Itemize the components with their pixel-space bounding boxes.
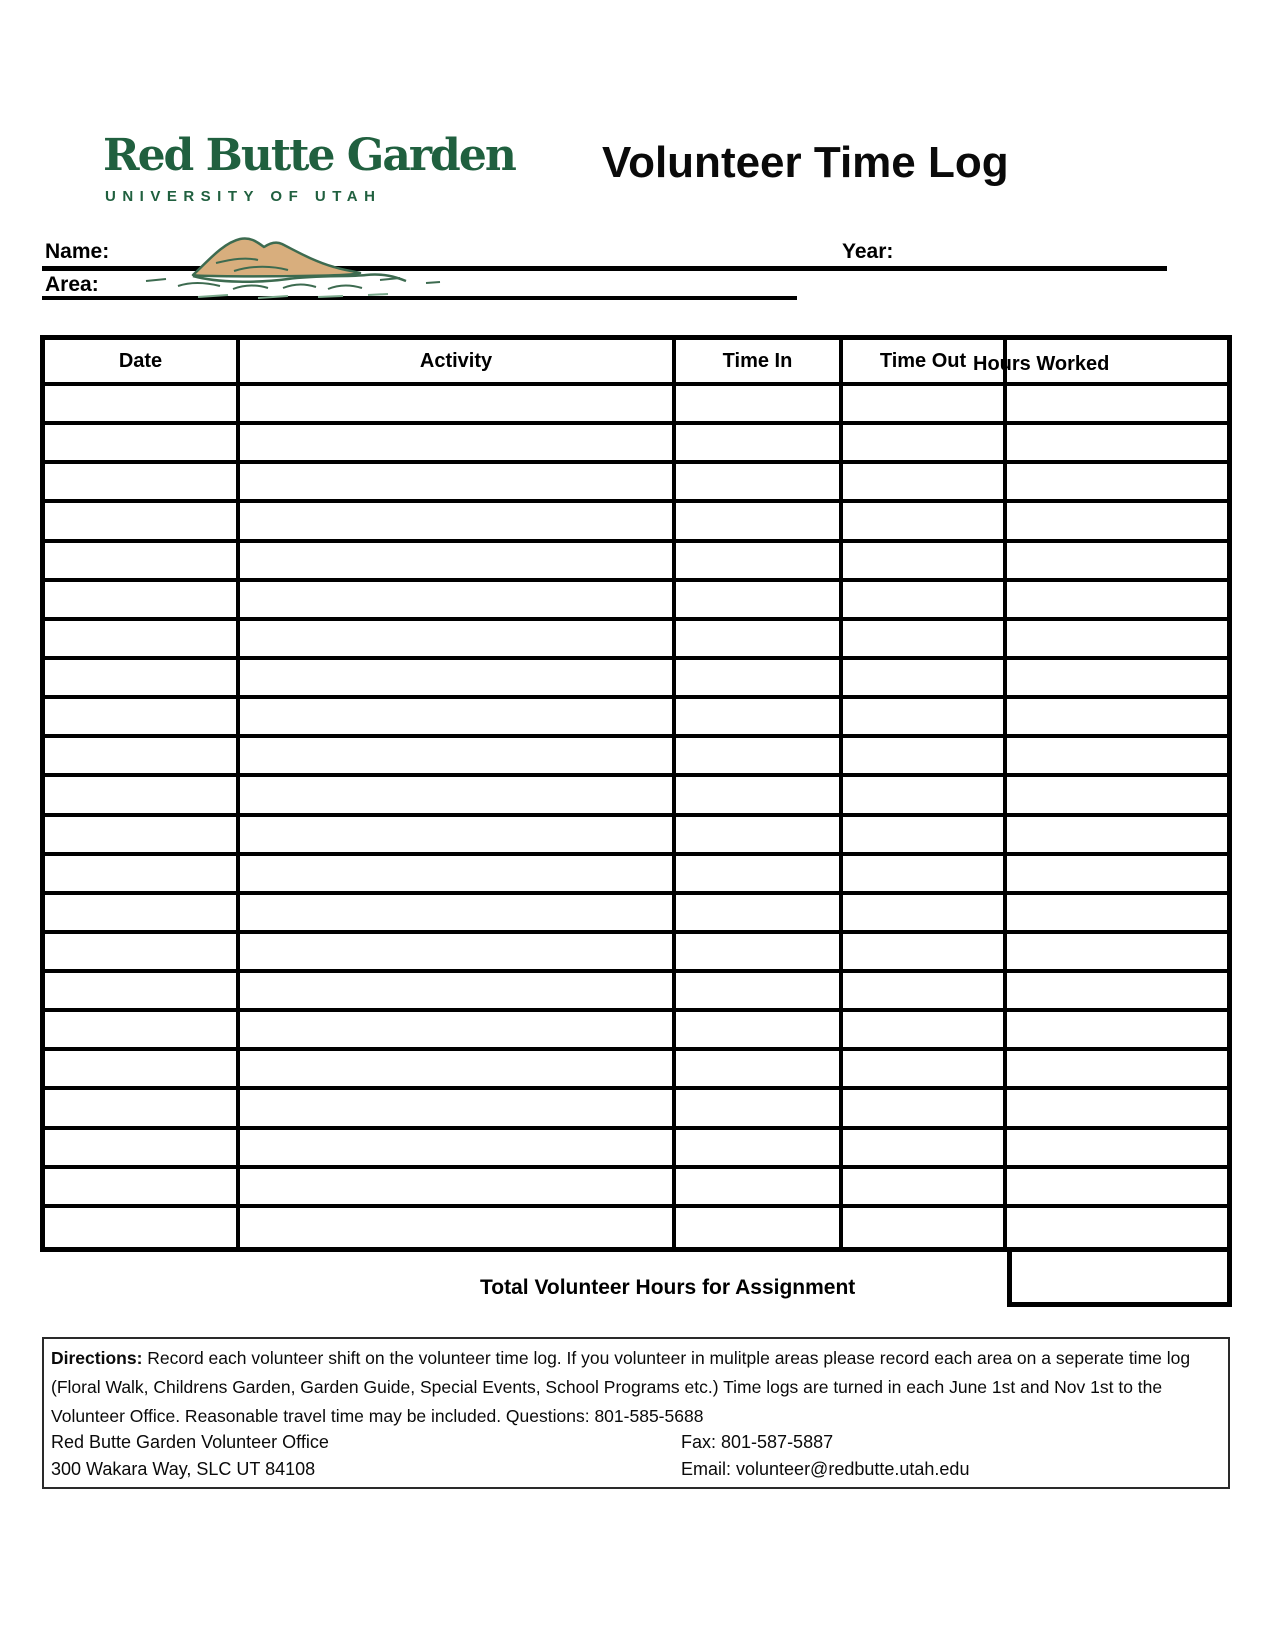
table-cell	[843, 1169, 1007, 1208]
table-cell	[240, 895, 676, 934]
table-cell	[843, 543, 1007, 582]
table-cell	[676, 386, 843, 425]
table-cell	[843, 1051, 1007, 1090]
table-cell	[676, 934, 843, 973]
time-log-table	[40, 335, 1232, 1252]
table-cell	[240, 973, 676, 1012]
table-cell	[240, 1208, 676, 1247]
table-cell	[45, 1208, 240, 1247]
table-cell	[45, 543, 240, 582]
table-cell	[1007, 738, 1227, 777]
table-cell	[1007, 1208, 1227, 1247]
table-cell	[1007, 660, 1227, 699]
table-cell	[676, 621, 843, 660]
table-cell	[45, 895, 240, 934]
total-hours-cell	[1007, 1247, 1232, 1307]
table-cell	[676, 1090, 843, 1129]
table-cell	[843, 621, 1007, 660]
table-cell	[240, 817, 676, 856]
table-cell	[45, 1012, 240, 1051]
table-cell	[240, 543, 676, 582]
table-cell	[676, 856, 843, 895]
table-cell	[1007, 621, 1227, 660]
table-cell	[1007, 1130, 1227, 1169]
table-cell	[676, 699, 843, 738]
table-cell	[1007, 503, 1227, 542]
table-cell	[240, 582, 676, 621]
table-cell	[843, 425, 1007, 464]
table-cell	[843, 1130, 1007, 1169]
table-cell	[676, 503, 843, 542]
area-field-label: Area:	[45, 273, 99, 296]
table-cell	[843, 582, 1007, 621]
table-cell	[676, 660, 843, 699]
table-cell	[45, 464, 240, 503]
table-cell	[240, 660, 676, 699]
name-field-label: Name:	[45, 240, 110, 263]
table-cell	[843, 503, 1007, 542]
table-cell	[1007, 856, 1227, 895]
table-cell	[676, 738, 843, 777]
table-cell	[240, 699, 676, 738]
table-cell	[45, 503, 240, 542]
table-cell	[843, 464, 1007, 503]
table-cell	[45, 1051, 240, 1090]
table-cell	[45, 973, 240, 1012]
table-cell	[240, 934, 676, 973]
table-cell	[676, 1208, 843, 1247]
table-cell	[45, 934, 240, 973]
table-cell	[240, 856, 676, 895]
table-cell	[1007, 817, 1227, 856]
table-cell	[1007, 386, 1227, 425]
table-cell	[45, 386, 240, 425]
directions-label: Directions:	[51, 1348, 143, 1368]
table-cell	[843, 856, 1007, 895]
table-cell	[1007, 934, 1227, 973]
header-cell-time-out: Time Out	[843, 340, 1007, 386]
table-cell	[843, 660, 1007, 699]
butte-watermark-illustration	[138, 231, 450, 303]
table-cell	[843, 699, 1007, 738]
table-cell	[45, 621, 240, 660]
table-cell	[843, 1012, 1007, 1051]
total-hours-label: Total Volunteer Hours for Assignment	[480, 1276, 856, 1299]
table-cell	[676, 543, 843, 582]
table-grid	[45, 340, 1227, 1247]
table-cell	[1007, 425, 1227, 464]
table-cell	[676, 582, 843, 621]
table-cell	[1007, 699, 1227, 738]
table-cell	[240, 777, 676, 816]
header-cell-time-in: Time In	[676, 340, 843, 386]
table-cell	[843, 738, 1007, 777]
table-cell	[240, 1090, 676, 1129]
table-cell	[843, 1090, 1007, 1129]
table-cell	[843, 934, 1007, 973]
table-cell	[676, 1169, 843, 1208]
table-cell	[676, 464, 843, 503]
table-cell	[1007, 895, 1227, 934]
table-cell	[45, 660, 240, 699]
table-cell	[240, 503, 676, 542]
page-title: Volunteer Time Log	[602, 138, 1009, 187]
table-cell	[676, 777, 843, 816]
table-cell	[843, 895, 1007, 934]
table-cell	[45, 425, 240, 464]
table-cell	[45, 1090, 240, 1129]
table-cell	[1007, 1169, 1227, 1208]
table-cell	[843, 777, 1007, 816]
table-cell	[676, 895, 843, 934]
table-cell	[1007, 777, 1227, 816]
table-cell	[676, 1012, 843, 1051]
university-of-utah-logo-subtitle: UNIVERSITY OF UTAH	[105, 188, 382, 205]
table-cell	[240, 1012, 676, 1051]
fax-number: Fax: 801-587-5887	[681, 1432, 834, 1452]
table-cell	[676, 817, 843, 856]
table-cell	[240, 386, 676, 425]
table-cell	[843, 386, 1007, 425]
email-address: Email: volunteer@redbutte.utah.edu	[681, 1459, 970, 1479]
table-cell	[45, 738, 240, 777]
table-cell	[1007, 543, 1227, 582]
table-cell	[843, 1208, 1007, 1247]
table-cell	[1007, 1012, 1227, 1051]
table-cell	[676, 973, 843, 1012]
table-cell	[45, 582, 240, 621]
table-cell	[240, 464, 676, 503]
table-cell	[45, 856, 240, 895]
table-cell	[240, 425, 676, 464]
red-butte-garden-logo: Red Butte Garden	[103, 130, 515, 181]
header-cell-activity: Activity	[240, 340, 676, 386]
contact-info	[51, 1429, 1221, 1483]
table-cell	[1007, 1090, 1227, 1129]
table-cell	[45, 699, 240, 738]
table-cell	[240, 1169, 676, 1208]
directions-text	[44, 1339, 1228, 1431]
header-cell-date: Date	[45, 340, 240, 386]
hours-worked-column-header: Hours Worked	[973, 353, 1110, 375]
table-cell	[1007, 464, 1227, 503]
table-cell	[240, 621, 676, 660]
table-cell	[676, 1051, 843, 1090]
table-cell	[1007, 973, 1227, 1012]
table-cell	[240, 1051, 676, 1090]
directions-box	[42, 1337, 1230, 1489]
office-address: 300 Wakara Way, SLC UT 84108	[51, 1459, 316, 1479]
table-cell	[676, 1130, 843, 1169]
office-name: Red Butte Garden Volunteer Office	[51, 1432, 329, 1452]
table-cell	[45, 1169, 240, 1208]
table-cell	[1007, 582, 1227, 621]
year-field-label: Year:	[842, 240, 894, 263]
table-cell	[45, 1130, 240, 1169]
table-cell	[45, 777, 240, 816]
table-cell	[45, 817, 240, 856]
table-cell	[1007, 1051, 1227, 1090]
table-cell	[240, 1130, 676, 1169]
table-cell	[676, 425, 843, 464]
table-cell	[240, 738, 676, 777]
table-cell	[843, 817, 1007, 856]
table-cell	[843, 973, 1007, 1012]
directions-body: Record each volunteer shift on the volunteer time log. If you volunteer in mulitple areas please record each area on a seperate time log (Floral Walk, Childrens Garden, Garden Guide, Special Events, School Programs etc.) Time logs are turned in each June 1st and Nov 1st to the Volunteer Office. Reasonable travel time may be included. Questions: 801-585-5688	[51, 1348, 1191, 1426]
